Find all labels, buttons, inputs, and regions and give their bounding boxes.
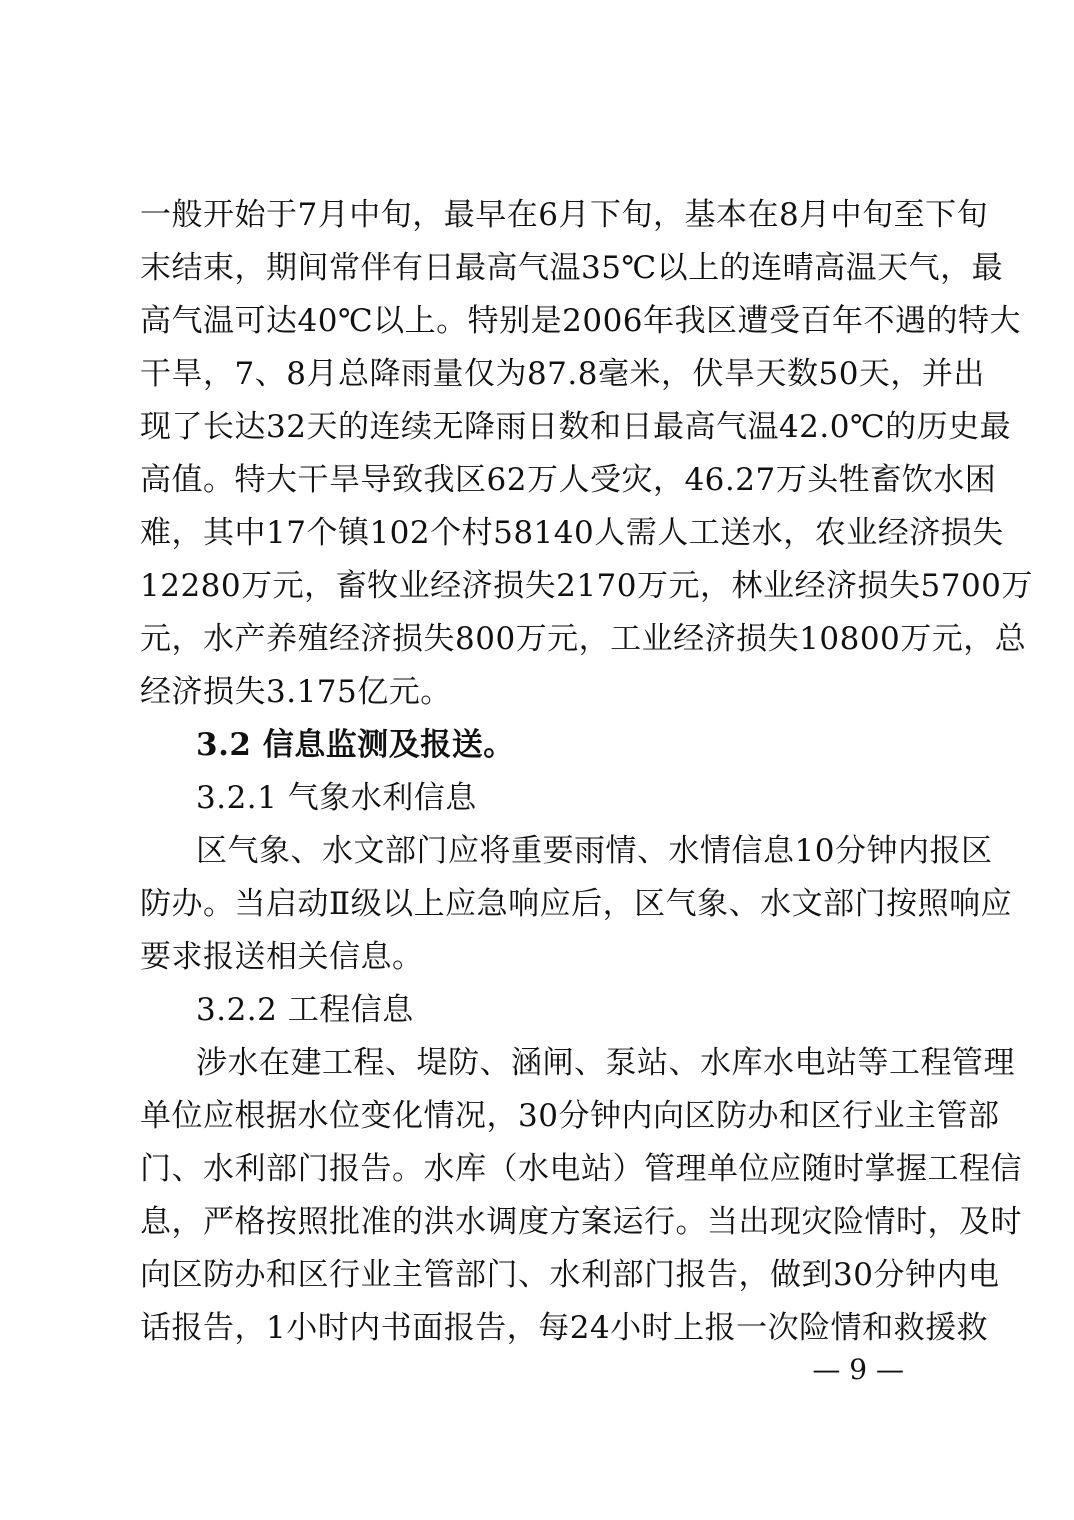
subsection-heading: 3.2.1 气象水利信息 — [196, 780, 477, 816]
body-text-line: 现了长达32天的连续无降雨日数和日最高气温42.0℃的历史最 — [140, 409, 1012, 445]
page-number: — 9 — — [812, 1353, 904, 1386]
body-text-line: 区气象、水文部门应将重要雨情、水情信息10分钟内报区 — [196, 833, 993, 869]
body-text-line: 话报告，1小时内书面报告，每24小时上报一次险情和救援救 — [140, 1310, 989, 1346]
body-text-line: 涉水在建工程、堤防、涵闸、泵站、水库水电站等工程管理 — [196, 1045, 1015, 1081]
body-text-line: 高值。特大干旱导致我区62万人受灾，46.27万头牲畜饮水困 — [140, 462, 997, 498]
body-text-line: 防办。当启动Ⅱ级以上应急响应后，区气象、水文部门按照响应 — [140, 886, 1013, 922]
body-text-line: 难，其中17个镇102个村58140人需人工送水，农业经济损失 — [140, 515, 1004, 551]
body-text-line: 向区防办和区行业主管部门、水利部门报告，做到30分钟内电 — [140, 1257, 1000, 1293]
body-text-line: 单位应根据水位变化情况，30分钟内向区防办和区行业主管部 — [140, 1098, 1000, 1134]
body-text-line: 息，严格按照批准的洪水调度方案运行。当出现灾险情时，及时 — [140, 1204, 1022, 1240]
body-text-line: 高气温可达40℃以上。特别是2006年我区遭受百年不遇的特大 — [140, 303, 1022, 339]
body-text-line: 元，水产养殖经济损失800万元，工业经济损失10800万元，总 — [140, 621, 1027, 657]
body-text-line: 末结束，期间常伴有日最高气温35℃以上的连晴高温天气，最 — [140, 250, 1004, 286]
body-text-line: 经济损失3.175亿元。 — [140, 674, 452, 710]
body-text-line: 干旱，7、8月总降雨量仅为87.8毫米，伏旱天数50天，并出 — [140, 356, 985, 392]
body-text-line: 12280万元，畜牧业经济损失2170万元，林业经济损失5700万 — [140, 568, 1033, 604]
section-heading: 3.2 信息监测及报送。 — [196, 727, 515, 763]
body-text-line: 门、水利部门报告。水库（水电站）管理单位应随时掌握工程信 — [140, 1151, 1022, 1187]
body-text-line: 要求报送相关信息。 — [140, 939, 424, 975]
subsection-heading: 3.2.2 工程信息 — [196, 992, 414, 1028]
body-text-line: 一般开始于7月中旬，最早在6月下旬，基本在8月中旬至下旬 — [140, 197, 989, 233]
